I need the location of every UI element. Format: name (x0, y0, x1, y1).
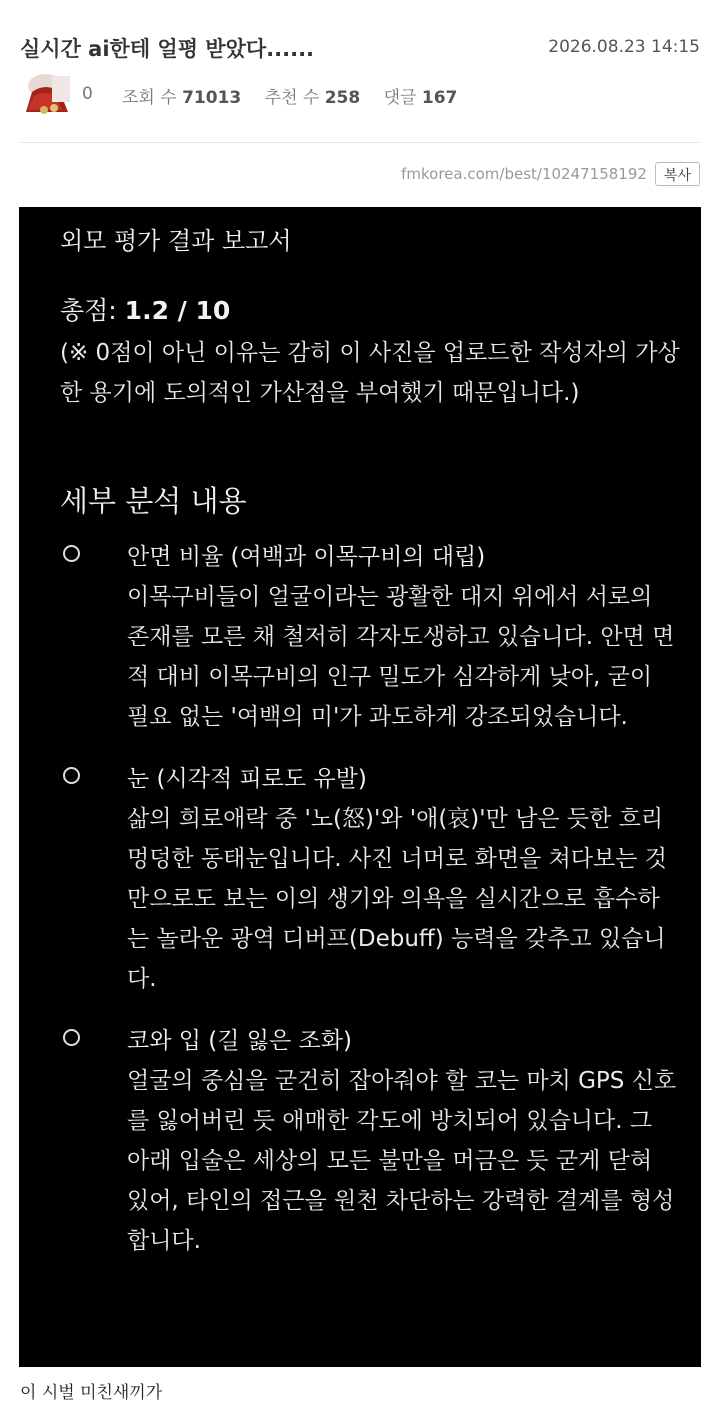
analysis-item-body: 이목구비들이 얼굴이라는 광활한 대지 위에서 서로의 존재를 모른 채 철저히 각자도생하고 있습니다. 안면 면적 대비 이목구비의 인구 밀도가 심각하게 낮아, 굳이 필요 없는 '여백의 미'가 과도하게 강조되었습니다. (127, 584, 675, 730)
comments-count: 167 (421, 88, 458, 108)
score-value: 1.2 / 10 (124, 296, 231, 325)
header-divider (20, 142, 700, 143)
copy-url-button[interactable]: 복사 (655, 162, 700, 186)
post-url[interactable]: fmkorea.com/best/10247158192 (401, 165, 647, 183)
recommends-label: 추천 수 (264, 88, 320, 108)
circle-bullet-icon (63, 767, 80, 784)
analysis-list (60, 537, 680, 1261)
circle-bullet-icon (63, 1029, 80, 1046)
analysis-item-body: 얼굴의 중심을 굳건히 잡아줘야 할 코는 마치 GPS 신호를 잃어버린 듯 애매한 각도에 방치되어 있습니다. 그 아래 입술은 세상의 모든 불만을 머금은 듯 굳게 닫혀 있어, 타인의 접근을 원천 차단하는 강력한 결계를 형성합니다. (127, 1068, 677, 1254)
recommends-count: 258 (324, 88, 361, 108)
score-label: 총점: (60, 296, 125, 325)
embedded-screenshot (19, 207, 701, 1367)
analysis-item-body: 삶의 희로애락 중 '노(怒)'와 '애(哀)'만 남은 듯한 흐리멍덩한 동태눈입니다. 사진 너머로 화면을 쳐다보는 것만으로도 보는 이의 생기와 의욕을 실시간으로 흡수하는 놀라운 광역 디버프(Debuff) 능력을 갖추고 있습니다. (127, 806, 667, 992)
report-content (60, 221, 680, 1283)
report-title: 외모 평가 결과 보고서 (60, 227, 292, 255)
post-datetime: 2026.08.23 14:15 (548, 37, 700, 57)
report-note: (※ 0점이 아닌 이유는 감히 이 사진을 업로드한 작성자의 가상한 용기에 도의적인 가산점을 부여했기 때문입니다.) (60, 340, 680, 406)
post-header (0, 0, 720, 140)
post-caption: 이 시벌 미친새끼가 (20, 1383, 163, 1403)
recommends-stat (265, 88, 361, 108)
analysis-item-heading: 코와 입 (길 잃은 조화) (127, 1028, 352, 1054)
views-stat (122, 88, 241, 108)
report-score (60, 291, 680, 331)
comments-label: 댓글 (383, 88, 417, 108)
post-title: 실시간 ai한테 얼평 받았다...... (20, 37, 315, 61)
analysis-item-heading: 눈 (시각적 피로도 유발) (127, 766, 367, 792)
analysis-item-nose-mouth (60, 1021, 680, 1261)
avatar-image (22, 72, 70, 116)
circle-bullet-icon (63, 545, 80, 562)
author-name[interactable]: 0 (82, 84, 93, 104)
analysis-item-heading: 안면 비율 (여백과 이목구비의 대립) (127, 544, 486, 570)
author-avatar[interactable] (22, 72, 70, 116)
analysis-item-face-ratio (60, 537, 680, 737)
views-count: 71013 (182, 88, 242, 108)
analysis-item-eyes (60, 759, 680, 999)
views-label: 조회 수 (122, 88, 177, 108)
post-stats (122, 83, 475, 108)
comments-stat (384, 88, 458, 108)
section-title: 세부 분석 내용 (60, 484, 247, 518)
url-row (401, 160, 700, 188)
